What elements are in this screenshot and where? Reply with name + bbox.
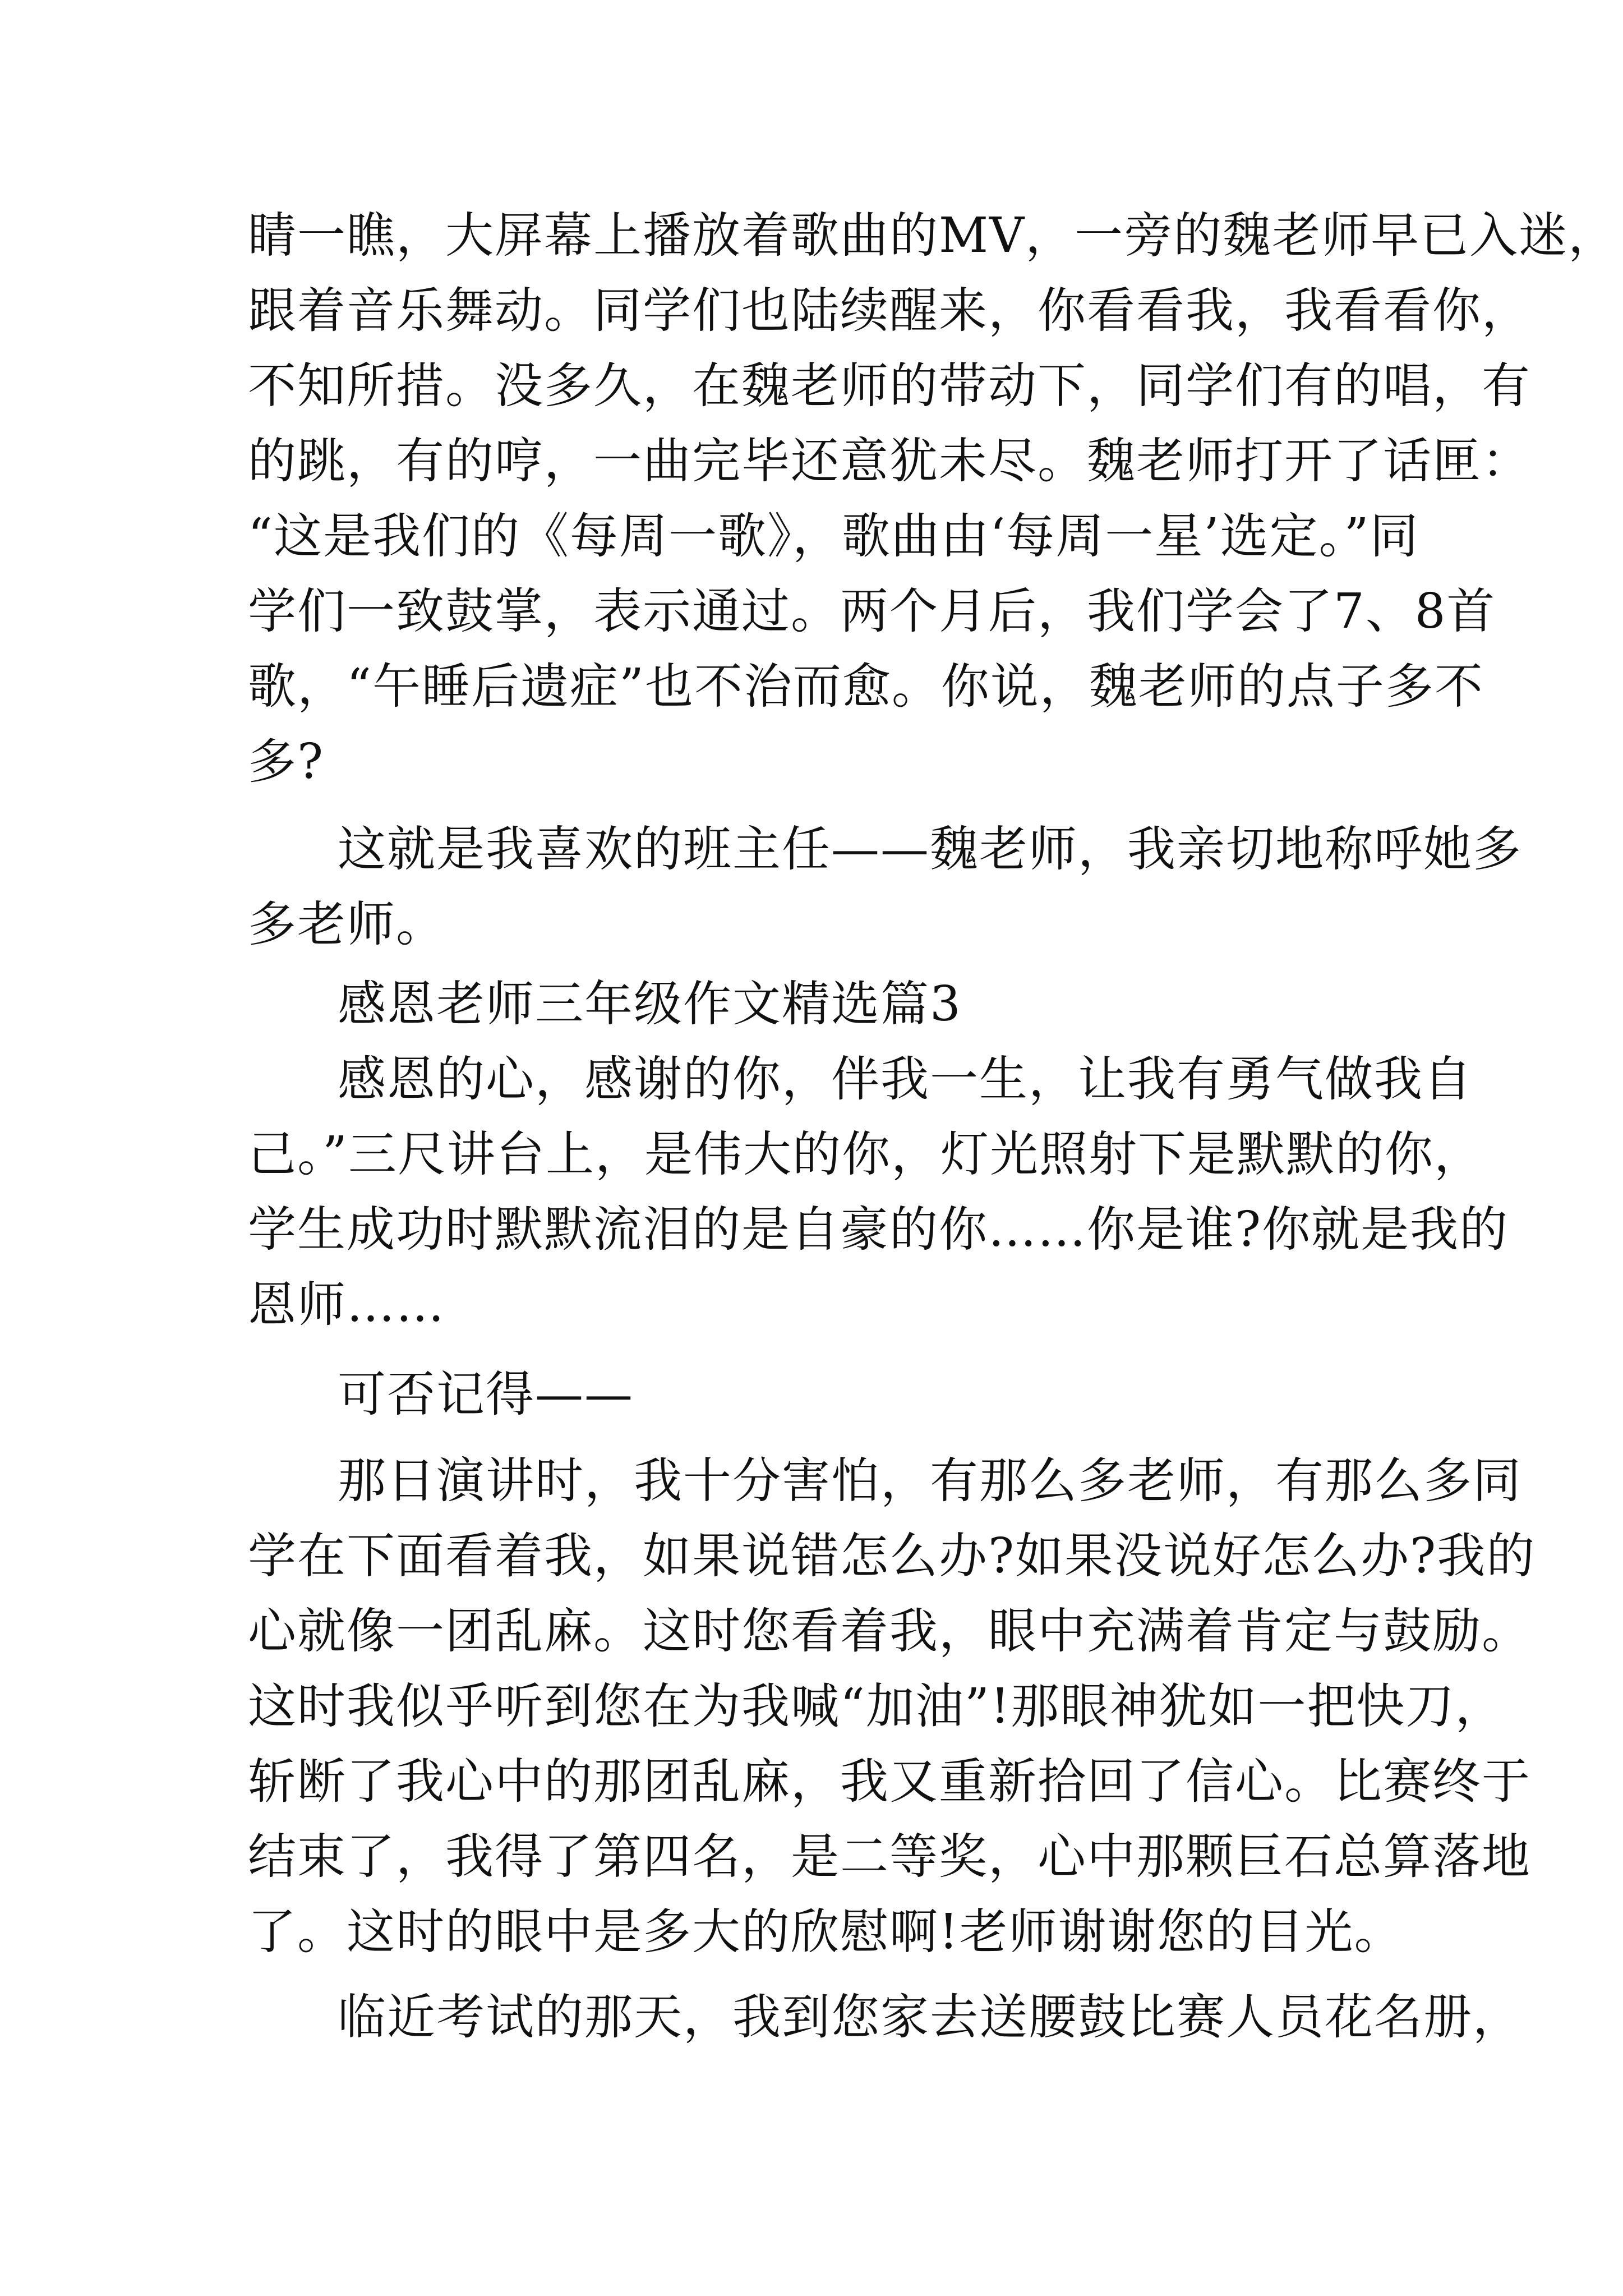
text-line: 这时我似乎听到您在为我喊“加油”!那眼神犹如一把快刀，: [248, 1678, 1505, 1734]
text-line: 多?: [248, 734, 325, 790]
text-line: 不知所措。没多久，在魏老师的带动下，同学们有的唱，有: [248, 358, 1531, 414]
text-line: 睛一瞧，大屏幕上播放着歌曲的MV，一旁的魏老师早已入迷，: [248, 208, 1618, 264]
paragraph-first-line: 临近考试的那天，我到您家去送腰鼓比赛人员花名册，: [338, 1989, 1522, 2045]
text-line: 了。这时的眼中是多大的欣慰啊!老师谢谢您的目光。: [248, 1904, 1404, 1960]
paragraph-first-line: 这就是我喜欢的班主任——魏老师，我亲切地称呼她多: [338, 821, 1522, 877]
text-line: 学在下面看着我，如果说错怎么办?如果没说好怎么办?我的: [248, 1528, 1536, 1584]
text-line: 歌，“午睡后遗症”也不治而愈。你说，魏老师的点子多不: [248, 659, 1484, 715]
text-line: 学们一致鼓掌，表示通过。两个月后，我们学会了7、8首: [248, 583, 1496, 639]
paragraph-first-line: 那日演讲时，我十分害怕，有那么多老师，有那么多同: [338, 1453, 1522, 1509]
text-line: 斩断了我心中的那团乱麻，我又重新拾回了信心。比赛终于: [248, 1754, 1531, 1810]
text-line: 结束了，我得了第四名，是二等奖，心中那颗巨石总算落地: [248, 1829, 1531, 1885]
text-line: 心就像一团乱麻。这时您看着我，眼中充满着肯定与鼓励。: [248, 1603, 1531, 1659]
text-line: 学生成功时默默流泪的是自豪的你……你是谁?你就是我的: [248, 1202, 1509, 1258]
section-heading: 感恩老师三年级作文精选篇3: [338, 976, 962, 1032]
paragraph-first-line: 感恩的心，感谢的你，伴我一生，让我有勇气做我自: [338, 1051, 1473, 1107]
text-line: 的跳，有的哼，一曲完毕还意犹未尽。魏老师打开了话匣：: [248, 433, 1531, 489]
text-line: 己。”三尺讲台上，是伟大的你，灯光照射下是默默的你，: [248, 1126, 1483, 1182]
text-line: 跟着音乐舞动。同学们也陆续醒来，你看看我，我看看你，: [248, 283, 1531, 339]
text-line: 多老师。: [248, 896, 445, 953]
text-line: “这是我们的《每周一歌》，歌曲由‘每周一星’选定。”同: [248, 508, 1419, 564]
text-line: 恩师……: [248, 1277, 445, 1333]
paragraph-first-line: 可否记得——: [338, 1366, 634, 1423]
